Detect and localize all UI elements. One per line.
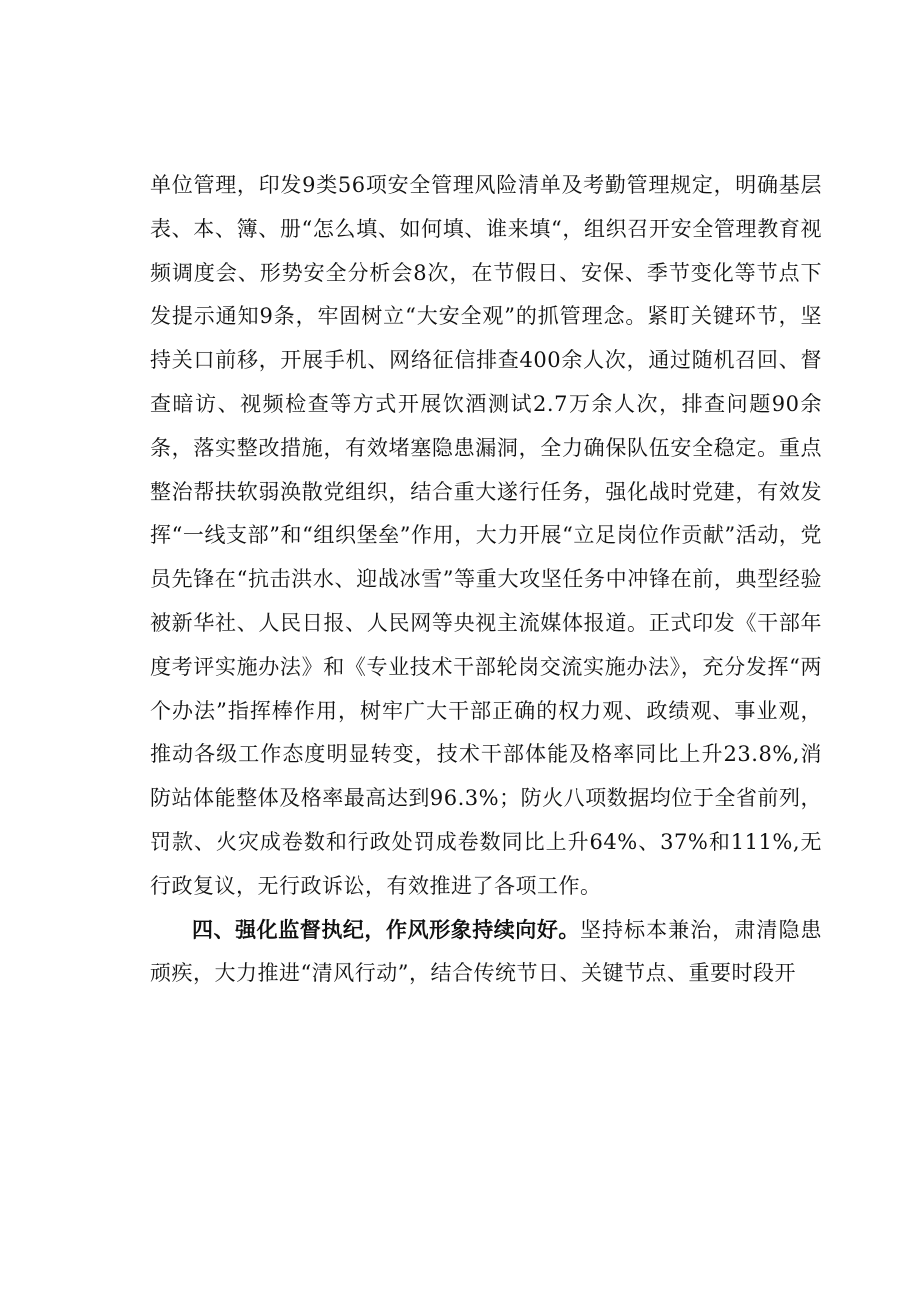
paragraph-supervision xyxy=(150,909,822,997)
document-body xyxy=(150,164,822,996)
section-four-body: 坚持标本兼治，肃清隐患顽疾，大力推进“清风行动”，结合传统节日、关键节点、重要时段开 xyxy=(150,917,823,986)
paragraph-management-safety: 单位管理，印发9类56项安全管理风险清单及考勤管理规定，明确基层表、本、簿、册“怎么填、如何填、谁来填“，组织召开安全管理教育视频调度会、形势安全分析会8次，在节假日、安保、季节变化等节点下发提示通知9条，牢固树立“大安全观”的抓管理念。紧盯关键环节，坚持关口前移，开展手机、网络征信排查400余人次，通过随机召回、督查暗访、视频检查等方式开展饮酒测试2.7万余人次，排查问题90余条，落实整改措施，有效堵塞隐患漏洞，全力确保队伍安全稳定。重点整治帮扶软弱涣散党组织，结合重大遂行任务，强化战时党建，有效发挥“一线支部”和“组织堡垒”作用，大力开展“立足岗位作贡献”活动，党员先锋在“抗击洪水、迎战冰雪”等重大攻坚任务中冲锋在前，典型经验被新华社、人民日报、人民网等央视主流媒体报道。正式印发《干部年度考评实施办法》和《专业技术干部轮岗交流实施办法》，充分发挥“两个办法”指挥棒作用，树牢广大干部正确的权力观、政绩观、事业观，推动各级工作态度明显转变，技术干部体能及格率同比上升23.8%,消防站体能整体及格率最高达到96.3%；防火八项数据均位于全省前列，罚款、火灾成卷数和行政处罚成卷数同比上升64%、37%和111%,无行政复议，无行政诉讼，有效推进了各项工作。 xyxy=(150,173,822,898)
section-heading-four: 四、强化监督执纪，作风形象持续向好。 xyxy=(192,917,580,942)
